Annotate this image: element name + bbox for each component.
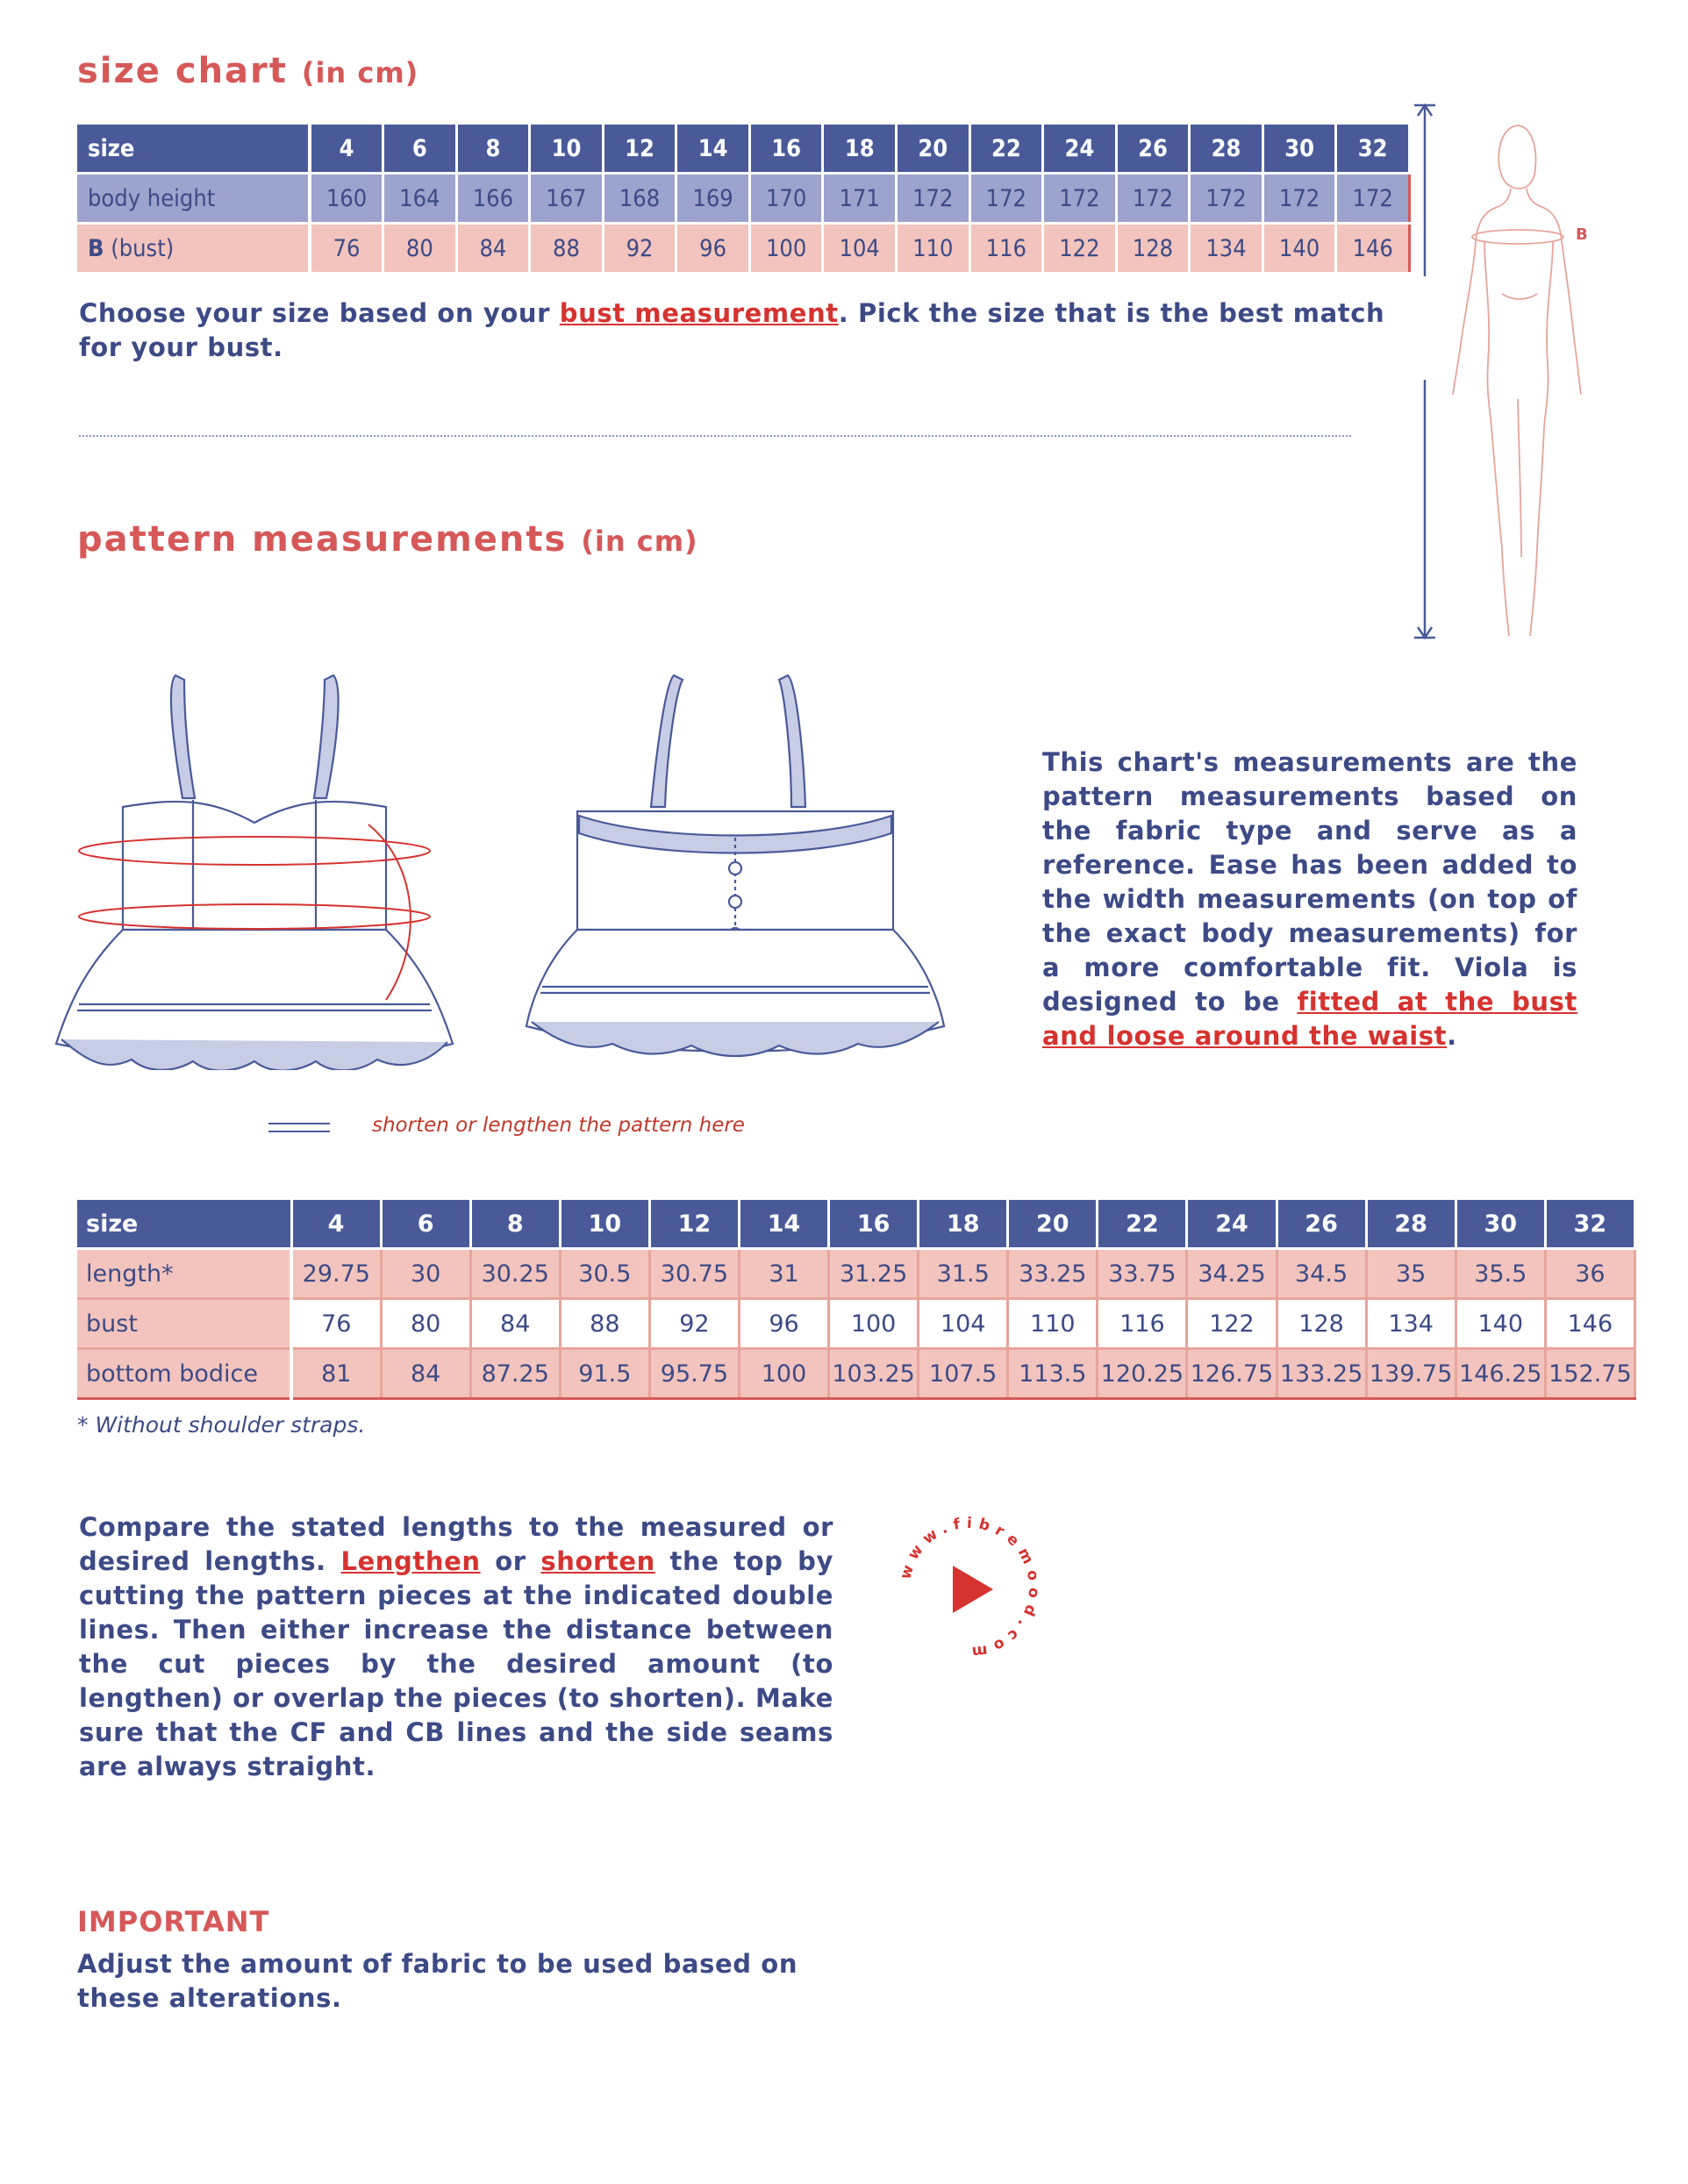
bust-measurement-link[interactable]: bust measurement: [559, 298, 839, 328]
bust-cell: 134: [1190, 224, 1263, 274]
bottom-bodice-cell: 146.25: [1456, 1349, 1545, 1399]
compare-text-1: Compare the stated lengths to the measured or desired lengths.: [79, 1512, 833, 1576]
pattern-bust-cell: 76: [291, 1299, 381, 1349]
size-cell: 22: [969, 125, 1043, 174]
size-header-label: size: [77, 125, 310, 174]
length-cell: 31: [739, 1249, 828, 1299]
footnote: * Without shoulder straps.: [77, 1412, 366, 1438]
bottom-bodice-cell: 91.5: [560, 1349, 649, 1399]
fitted-link[interactable]: fitted at the bust and loose around the waist: [1042, 987, 1577, 1051]
bust-cell: 84: [456, 224, 530, 274]
pattern-unit: (in cm): [581, 525, 698, 558]
pattern-header-label: size: [77, 1200, 291, 1249]
length-cell: 30.25: [470, 1249, 560, 1299]
body-height-cell: 171: [823, 174, 897, 224]
size-cell: 26: [1277, 1200, 1366, 1249]
pattern-bust-cell: 140: [1456, 1299, 1545, 1349]
garment-back-illustration: [525, 667, 972, 1070]
bottom-bodice-cell: 95.75: [649, 1349, 739, 1399]
bottom-bodice-cell: 103.25: [829, 1349, 919, 1399]
bust-cell: 100: [749, 224, 823, 274]
bust-cell: 80: [383, 224, 457, 274]
size-chart-unit: (in cm): [301, 56, 419, 89]
pattern-bust-cell: 92: [649, 1299, 739, 1349]
bust-cell: 122: [1043, 224, 1117, 274]
size-cell: 26: [1116, 125, 1190, 174]
bust-label-b: B: [88, 234, 104, 262]
size-cell: 24: [1043, 125, 1117, 174]
pattern-bust-cell: 100: [829, 1299, 919, 1349]
bust-cell: 96: [676, 224, 750, 274]
size-header-row: [77, 125, 1410, 174]
pattern-bust-row: [77, 1299, 1635, 1349]
body-height-cell: 172: [1043, 174, 1117, 224]
length-label: length*: [77, 1249, 291, 1299]
body-height-cell: 164: [383, 174, 457, 224]
bust-cell: 76: [310, 224, 383, 274]
body-height-cell: 172: [1262, 174, 1336, 224]
bottom-bodice-cell: 113.5: [1008, 1349, 1098, 1399]
pattern-bust-cell: 96: [739, 1299, 828, 1349]
size-cell: 4: [291, 1200, 381, 1249]
bottom-bodice-cell: 81: [291, 1349, 381, 1399]
video-play-badge[interactable]: [886, 1504, 1053, 1671]
size-cell: 28: [1190, 125, 1263, 174]
size-cell: 20: [1008, 1200, 1098, 1249]
body-height-cell: 160: [310, 174, 383, 224]
size-cell: 8: [470, 1200, 560, 1249]
bust-cell: 104: [823, 224, 897, 274]
pattern-bust-cell: 104: [919, 1299, 1008, 1349]
size-cell: 30: [1262, 125, 1336, 174]
length-cell: 33.25: [1008, 1249, 1098, 1299]
size-cell: 32: [1336, 125, 1410, 174]
pattern-bust-cell: 88: [560, 1299, 649, 1349]
body-height-cell: 167: [530, 174, 604, 224]
body-height-cell: 172: [897, 174, 970, 224]
bottom-bodice-cell: 107.5: [919, 1349, 1008, 1399]
pattern-bust-cell: 116: [1098, 1299, 1187, 1349]
bottom-bodice-label: bottom bodice: [77, 1349, 291, 1399]
body-height-cell: 172: [1336, 174, 1410, 224]
bottom-bodice-cell: 152.75: [1545, 1349, 1634, 1399]
length-cell: 33.75: [1098, 1249, 1187, 1299]
pattern-info-post: .: [1447, 1021, 1457, 1051]
bottom-bodice-cell: 100: [739, 1349, 828, 1399]
size-cell: 30: [1456, 1200, 1545, 1249]
length-cell: 34.25: [1187, 1249, 1277, 1299]
pattern-info-pre: This chart's measurements are the pattern measurements based on the fabric type and serve as a reference. Ease has been added to the width measurements (on top of the exact body measurements) for a more comfortable fit. Viola is designed to be: [1042, 747, 1577, 1017]
pattern-bust-cell: 110: [1008, 1299, 1098, 1349]
size-cell: 20: [897, 125, 970, 174]
size-cell: 28: [1366, 1200, 1456, 1249]
size-cell: 32: [1545, 1200, 1634, 1249]
size-cell: 14: [739, 1200, 828, 1249]
length-cell: 35.5: [1456, 1249, 1545, 1299]
size-cell: 10: [560, 1200, 649, 1249]
size-cell: 12: [603, 125, 676, 174]
body-height-cell: 170: [749, 174, 823, 224]
pattern-title-text: pattern measurements: [77, 519, 568, 560]
pattern-table: [77, 1200, 1636, 1400]
length-row: [77, 1249, 1635, 1299]
important-text: Adjust the amount of fabric to be used based on these alterations.: [77, 1949, 798, 2013]
pattern-info: [1042, 746, 1577, 1053]
size-cell: 22: [1098, 1200, 1187, 1249]
length-cell: 31.5: [919, 1249, 1008, 1299]
size-cell: 16: [749, 125, 823, 174]
body-height-cell: 166: [456, 174, 530, 224]
length-cell: 30: [381, 1249, 470, 1299]
pattern-bust-cell: 128: [1277, 1299, 1366, 1349]
size-cell: 24: [1187, 1200, 1277, 1249]
size-instruction-pre: Choose your size based on your: [79, 298, 560, 328]
size-cell: 8: [456, 125, 530, 174]
length-cell: 30.75: [649, 1249, 739, 1299]
length-cell: 34.5: [1277, 1249, 1366, 1299]
bust-label: [77, 224, 310, 274]
body-height-cell: 169: [676, 174, 750, 224]
pattern-bust-cell: 134: [1366, 1299, 1456, 1349]
double-line-legend-icon: [268, 1123, 330, 1132]
length-cell: 30.5: [560, 1249, 649, 1299]
compare-text-3: the top by cutting the pattern pieces at the indicated double lines. Then either increase the distance between the cut pieces by the desired amount (to lengthen) or overlap the pieces (to shorten). Make sure that the CF and CB lines and the side seams are always straight.: [79, 1546, 833, 1781]
size-cell: 18: [823, 125, 897, 174]
length-cell: 29.75: [291, 1249, 381, 1299]
badge-url-path: www.fibremood.com: [897, 1514, 1043, 1661]
bust-cell: 116: [969, 224, 1043, 274]
body-figure-illustration: [1404, 101, 1614, 649]
body-height-cell: 172: [969, 174, 1043, 224]
size-instruction-post: . Pick the size that is the best match for your bust.: [79, 298, 1385, 362]
figure-bust-label: B: [1576, 225, 1588, 244]
size-cell: 6: [383, 125, 457, 174]
bottom-bodice-cell: 120.25: [1098, 1349, 1187, 1399]
bottom-bodice-row: [77, 1349, 1635, 1399]
body-height-cell: 172: [1190, 174, 1263, 224]
pattern-header-row: [77, 1200, 1635, 1249]
bust-cell: 110: [897, 224, 970, 274]
body-height-row: [77, 174, 1410, 224]
bottom-bodice-cell: 133.25: [1277, 1349, 1366, 1399]
garment-front-illustration: [53, 667, 500, 1070]
body-height-cell: 168: [603, 174, 676, 224]
length-cell: 36: [1545, 1249, 1634, 1299]
bottom-bodice-cell: 139.75: [1366, 1349, 1456, 1399]
body-height-label: body height: [77, 174, 310, 224]
bust-cell: 128: [1116, 224, 1190, 274]
play-icon[interactable]: [953, 1566, 993, 1613]
size-chart-title: [77, 51, 418, 91]
bottom-bodice-cell: 84: [381, 1349, 470, 1399]
size-cell: 6: [381, 1200, 470, 1249]
pattern-title: [77, 519, 698, 560]
size-cell: 4: [310, 125, 383, 174]
pattern-bust-label: bust: [77, 1299, 291, 1349]
size-chart-table: [77, 125, 1411, 275]
bust-cell: 146: [1336, 224, 1410, 274]
shorten-link[interactable]: shorten: [540, 1546, 655, 1576]
legend-text: shorten or lengthen the pattern here: [372, 1114, 745, 1137]
bust-label-rest: (bust): [111, 234, 175, 262]
size-cell: 16: [829, 1200, 919, 1249]
length-cell: 31.25: [829, 1249, 919, 1299]
size-instruction: [79, 296, 1413, 365]
size-chart-title-text: size chart: [77, 51, 288, 91]
lengthen-link[interactable]: Lengthen: [340, 1546, 481, 1576]
pattern-bust-cell: 80: [381, 1299, 470, 1349]
pattern-bust-cell: 84: [470, 1299, 560, 1349]
dotted-divider: [79, 435, 1351, 437]
size-cell: 18: [919, 1200, 1008, 1249]
size-cell: 14: [676, 125, 750, 174]
size-cell: 12: [649, 1200, 739, 1249]
bust-cell: 140: [1262, 224, 1336, 274]
length-cell: 35: [1366, 1249, 1456, 1299]
compare-text-2: or: [480, 1546, 541, 1576]
pattern-bust-cell: 122: [1187, 1299, 1277, 1349]
bust-cell: 92: [603, 224, 676, 274]
bottom-bodice-cell: 87.25: [470, 1349, 560, 1399]
size-cell: 10: [530, 125, 604, 174]
bust-cell: 88: [530, 224, 604, 274]
important-title: IMPORTANT: [77, 1905, 270, 1938]
compare-paragraph: [79, 1510, 833, 1784]
bust-row: [77, 224, 1410, 274]
bottom-bodice-cell: 126.75: [1187, 1349, 1277, 1399]
pattern-bust-cell: 146: [1545, 1299, 1634, 1349]
body-height-cell: 172: [1116, 174, 1190, 224]
